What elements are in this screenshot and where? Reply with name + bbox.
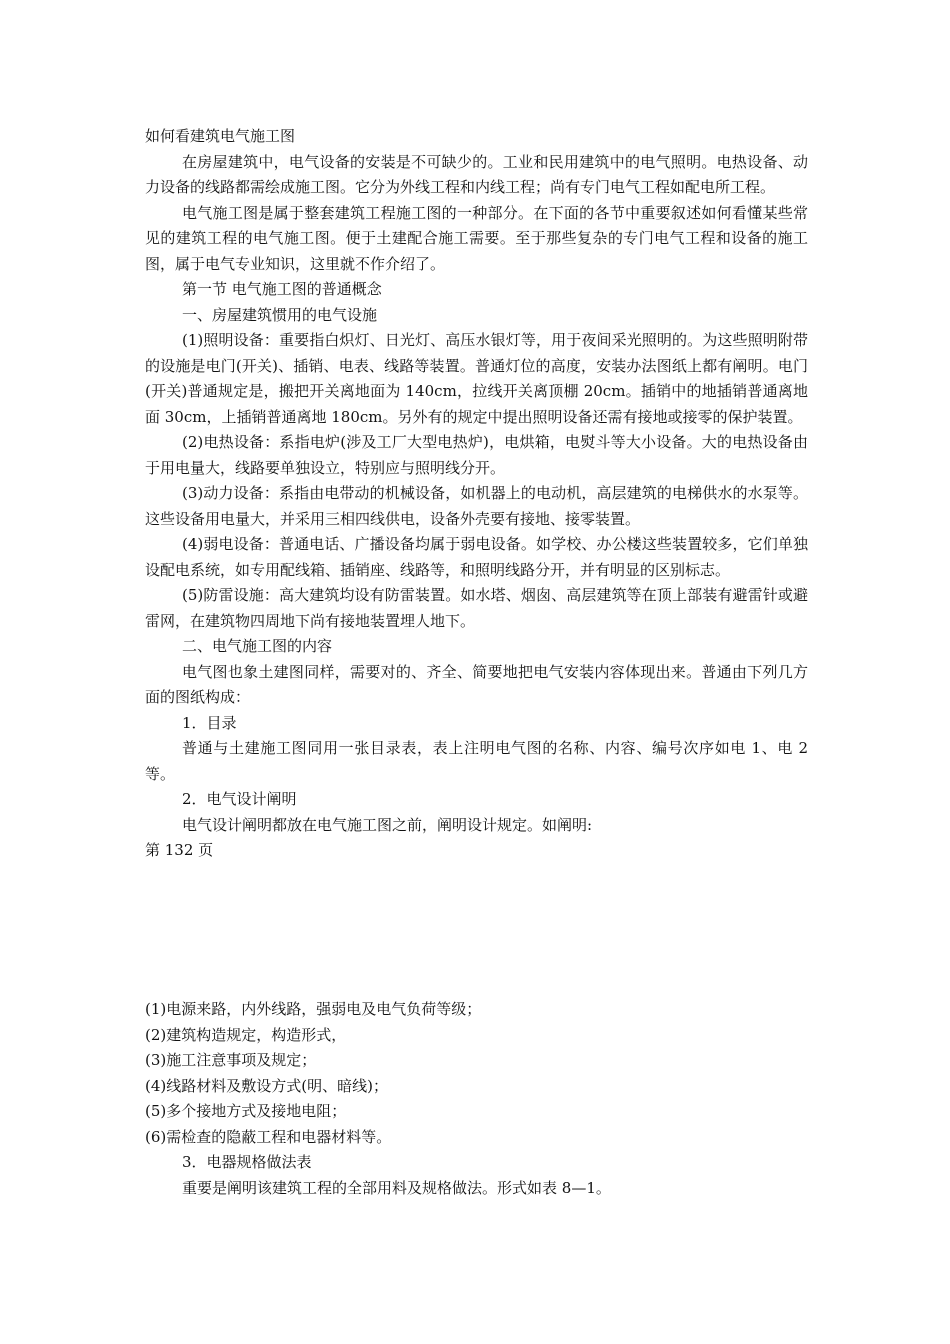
section-heading: 第一节 电气施工图的普通概念 (182, 280, 382, 298)
list-item: (6)需检查的隐蔽工程和电器材料等。 (145, 1127, 392, 1146)
paragraph-intro: 在房屋建筑中，电气设备的安装是不可缺少的。工业和民用建筑中的电气照明。电热设备、动力设备的线路都需绘成施工图。它分为外线工程和内线工程；尚有专门电气工程如配电所工程。 (145, 152, 808, 196)
list-item: (3)施工注意事项及规定； (145, 1051, 317, 1069)
paragraph-contents: 电气图也象土建图同样，需要对的、齐全、简要地把电气安装内容体现出来。普通由下列几方面的图纸构成： (145, 662, 808, 706)
heading-design-notes: 2．电气设计阐明 (182, 790, 297, 808)
document-page-2 (145, 997, 808, 1201)
subsection-heading-2: 二、电气施工图的内容 (182, 637, 333, 655)
list-item: (5)多个接地方式及接地电阻； (145, 1102, 347, 1120)
paragraph-scope: 电气施工图是属于整套建筑工程施工图的一种部分。在下面的各节中重要叙述如何看懂某些常见的建筑工程的电气施工图。便于土建配合施工需要。至于那些复杂的专门电气工程和设备的施工图，属于电气专业知识，这里就不作介绍了。 (145, 203, 808, 273)
document-page-1 (145, 124, 808, 864)
heading-catalog: 1．目录 (182, 713, 237, 732)
subsection-heading-1: 一、房屋建筑惯用的电气设施 (182, 305, 378, 324)
list-item: (1)电源来路，内外线路，强弱电及电气负荷等级； (145, 1000, 482, 1018)
paragraph-heating: (2)电热设备：系指电炉(涉及工厂大型电热炉)，电烘箱，电熨斗等大小设备。大的电热设备由于用电量大，线路要单独设立，特别应与照明线分开。 (145, 433, 808, 477)
paragraph-lighting: (1)照明设备：重要指白炽灯、日光灯、高压水银灯等，用于夜间采光照明的。为这些照明附带的设施是电门(开关)、插销、电表、线路等装置。普通灯位的高度，安装办法图纸上都有阐明。电门(开关)普通规定是，搬把开关离地面为 140cm，拉线开关离顶棚 20cm。插销中的地插销普通离地面 30cm，上插销普通离地 180cm。另外有的规定中提出照明设备还需有接地或接零的保护装置。 (145, 331, 808, 426)
paragraph-weak-current: (4)弱电设备：普通电话、广播设备均属于弱电设备。如学校、办公楼这些装置较多，它们单独设配电系统，如专用配线箱、插销座、线路等，和照明线路分开，并有明显的区别标志。 (145, 535, 808, 579)
paragraph-catalog: 普通与土建施工图同用一张目录表，表上注明电气图的名称、内容、编号次序如电 1、电 2 等。 (145, 739, 808, 783)
list-item: (4)线路材料及敷设方式(明、暗线)； (145, 1076, 388, 1095)
paragraph-spec-table: 重要是阐明该建筑工程的全部用料及规格做法。形式如表 8—1。 (182, 1178, 611, 1197)
heading-spec-table: 3．电器规格做法表 (182, 1153, 312, 1171)
paragraph-power: (3)动力设备：系指由电带动的机械设备，如机器上的电动机，高层建筑的电梯供水的水泵等。这些设备用电量大，并采用三相四线供电，设备外壳要有接地、接零装置。 (145, 484, 808, 528)
paragraph-design-notes: 电气设计阐明都放在电气施工图之前，阐明设计规定。如阐明: (182, 815, 593, 834)
page-number: 第 132 页 (145, 841, 214, 859)
paragraph-lightning: (5)防雷设施：高大建筑均设有防雷装置。如水塔、烟囱、高层建筑等在顶上部装有避雷针或避雷网，在建筑物四周地下尚有接地装置埋人地下。 (145, 586, 808, 630)
document-title: 如何看建筑电气施工图 (145, 127, 296, 145)
list-item: (2)建筑构造规定，构造形式， (145, 1025, 347, 1044)
